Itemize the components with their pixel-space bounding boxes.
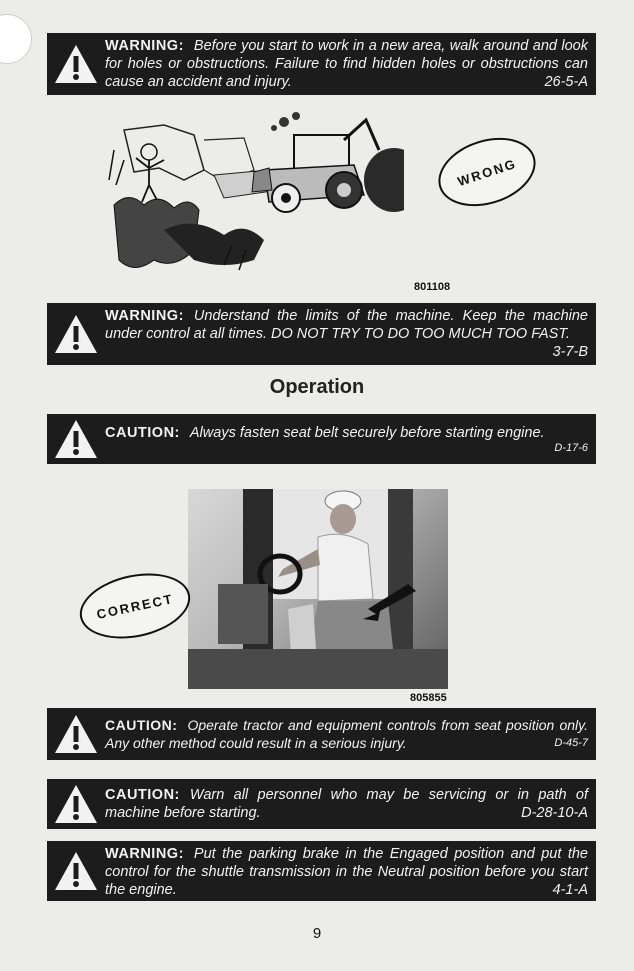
warning-text: Understand the limits of the machine. Keep the machine under control at all times. DO NOT TRY TO DO TOO MUCH TOO FAST.: [105, 308, 588, 342]
warning-code: 26-5-A: [544, 74, 588, 90]
caution-box-seat-belt: [47, 414, 596, 464]
warning-code: 3-7-B: [552, 344, 588, 360]
backhoe-illustration: [104, 110, 404, 280]
figure-number-1: 801108: [414, 281, 451, 293]
caution-code: D-17-6: [554, 442, 588, 454]
page-number: 9: [312, 925, 322, 942]
caution-code: D-28-10-A: [521, 805, 588, 821]
warning-keyword: WARNING:: [105, 308, 184, 324]
warning-keyword: WARNING:: [105, 38, 184, 54]
warning-triangle-icon: [53, 850, 99, 892]
warning-box-holes: [47, 33, 596, 95]
caution-keyword: CAUTION:: [105, 717, 178, 733]
figure-number-2: 805855: [410, 692, 447, 704]
caution-code: D-45-7: [554, 737, 588, 749]
correct-text: CORRECT: [95, 590, 175, 622]
caution-box-seat-position: [47, 708, 596, 760]
binder-hole: [0, 14, 32, 64]
operator-seat-belt-photo: [188, 489, 448, 689]
warning-box-limits: [47, 303, 596, 365]
warning-box-parking-brake: [47, 841, 596, 901]
correct-label: [74, 564, 196, 648]
wrong-text: WRONG: [455, 155, 519, 189]
caution-text: Operate tractor and equipment controls from seat position only. Any other method could result in a serious injury.: [105, 717, 588, 751]
warning-keyword: WARNING:: [105, 846, 184, 862]
caution-text: Always fasten seat belt securely before starting engine.: [189, 425, 545, 441]
warning-triangle-icon: [53, 418, 99, 460]
warning-code: 4-1-A: [552, 882, 588, 898]
caution-box-warn-personnel: [47, 779, 596, 829]
wrong-label: [430, 126, 545, 218]
warning-text: Put the parking brake in the Engaged position and put the control for the shuttle transmission in the Neutral position before you start the engine.: [105, 846, 588, 898]
caution-text: Warn all personnel who may be servicing or in path of machine before starting.: [105, 787, 588, 821]
warning-triangle-icon: [53, 713, 99, 755]
section-title: Operation: [269, 376, 365, 398]
caution-keyword: CAUTION:: [105, 787, 180, 803]
caution-keyword: CAUTION:: [105, 425, 180, 441]
warning-text: Before you start to work in a new area, walk around and look for holes or obstructions. Failure to find hidden holes or obstructions can cause an accident and injury.: [105, 38, 588, 90]
warning-triangle-icon: [53, 783, 99, 825]
warning-triangle-icon: [53, 313, 99, 355]
warning-triangle-icon: [53, 43, 99, 85]
